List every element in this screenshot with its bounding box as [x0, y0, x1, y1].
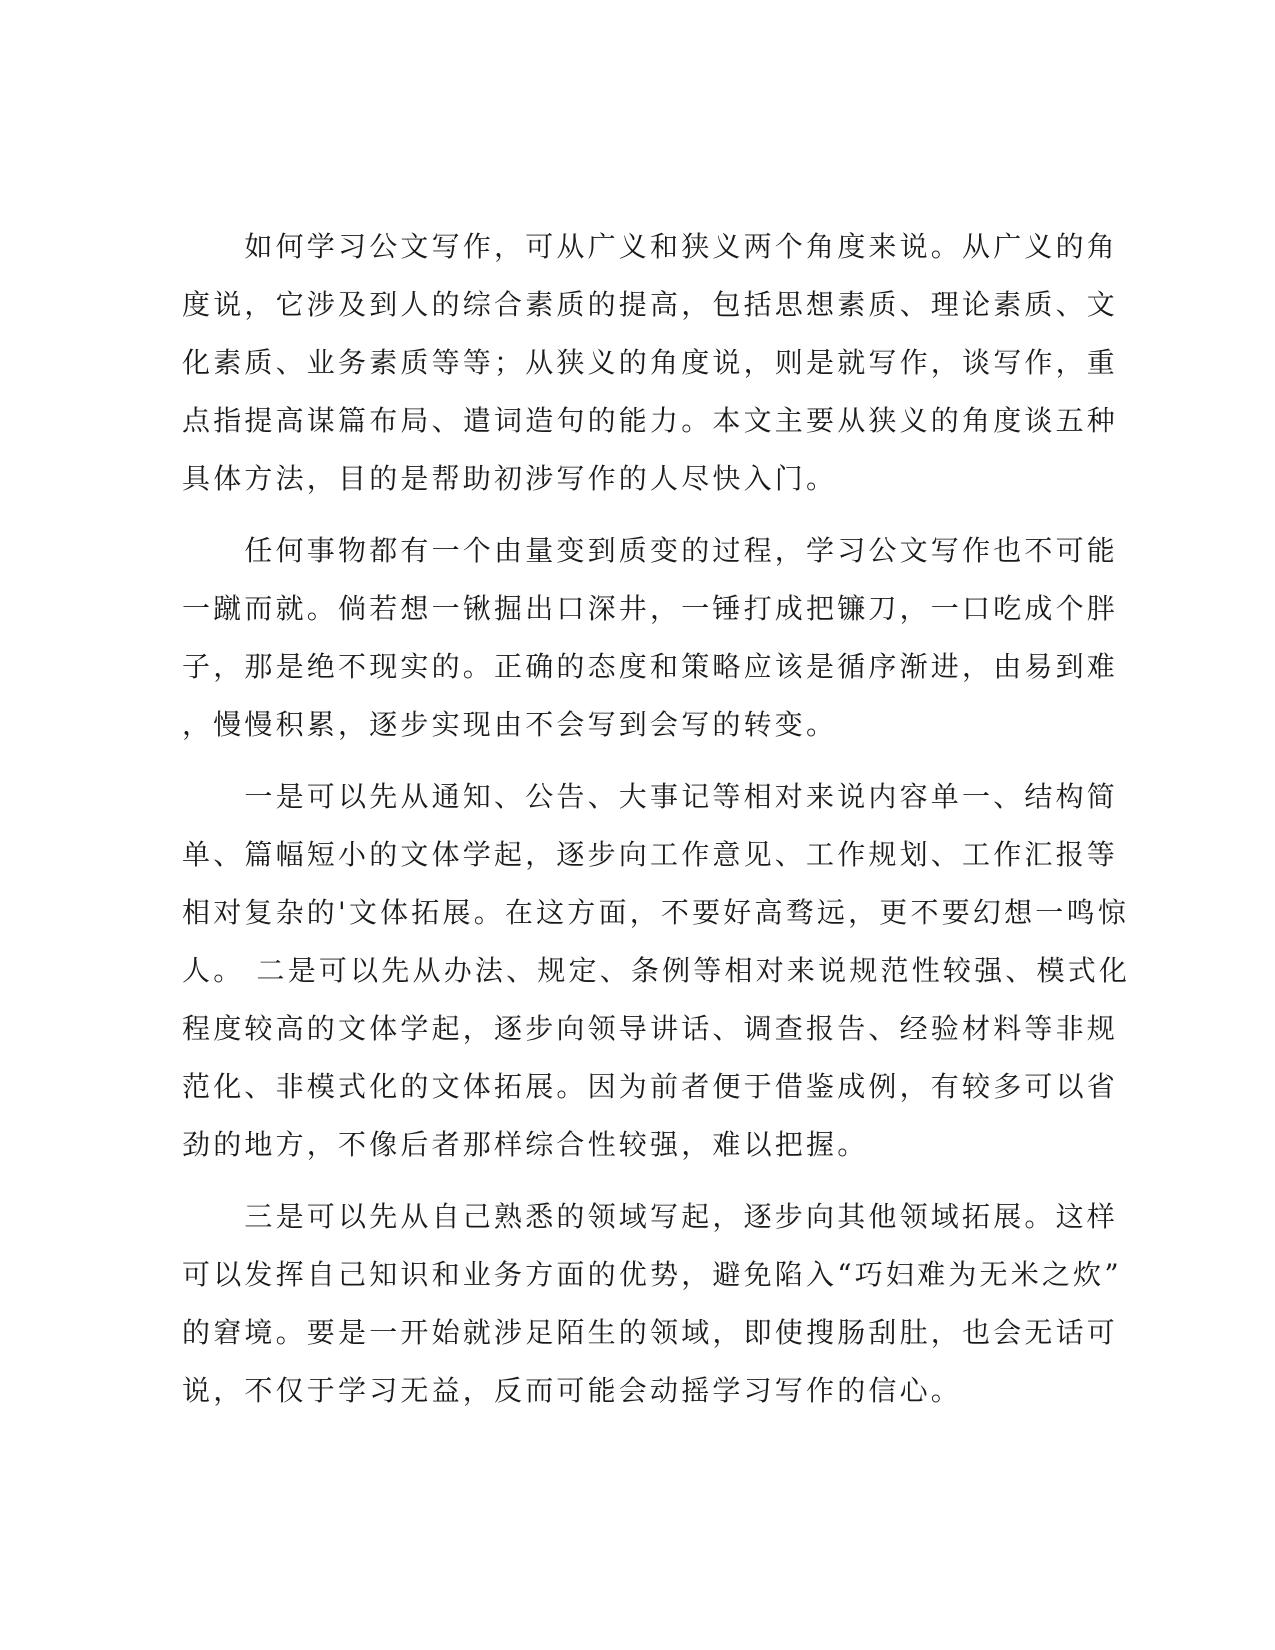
text-line: ，慢慢积累，逐步实现由不会写到会写的转变。	[182, 708, 838, 741]
text-line: 点指提高谋篇布局、遣词造句的能力。本文主要从狭义的角度谈五种	[182, 404, 1119, 437]
paragraph-1	[182, 218, 1119, 508]
text-line: 三是可以先从自己熟悉的领域写起，逐步向其他领域拓展。这样	[182, 1200, 1119, 1233]
text-line: 人。 二是可以先从办法、规定、条例等相对来说规范性较强、模式化	[182, 954, 1131, 987]
paragraph-3	[182, 768, 1131, 1174]
text-line: 可以发挥自己知识和业务方面的优势，避免陷入“巧妇难为无米之炊”	[182, 1258, 1122, 1291]
text-line: 度说，它涉及到人的综合素质的提高，包括思想素质、理论素质、文	[182, 288, 1119, 321]
text-line: 的窘境。要是一开始就涉足陌生的领域，即使搜肠刮肚，也会无话可	[182, 1316, 1119, 1349]
paragraph-4	[182, 1188, 1122, 1420]
text-line: 具体方法，目的是帮助初涉写作的人尽快入门。	[182, 462, 838, 495]
text-line: 单、篇幅短小的文体学起，逐步向工作意见、工作规划、工作汇报等	[182, 838, 1119, 871]
text-line: 劲的地方，不像后者那样综合性较强，难以把握。	[182, 1128, 869, 1161]
text-line: 子，那是绝不现实的。正确的态度和策略应该是循序渐进，由易到难	[182, 650, 1119, 683]
text-line: 程度较高的文体学起，逐步向领导讲话、调查报告、经验材料等非规	[182, 1012, 1119, 1045]
document-body	[182, 218, 1131, 1420]
text-line: 说，不仅于学习无益，反而可能会动摇学习写作的信心。	[182, 1374, 963, 1407]
paragraph-2	[182, 522, 1119, 754]
text-line: 一蹴而就。倘若想一锹掘出口深井，一锤打成把镰刀，一口吃成个胖	[182, 592, 1119, 625]
text-line: 一是可以先从通知、公告、大事记等相对来说内容单一、结构简	[182, 780, 1119, 813]
text-line: 范化、非模式化的文体拓展。因为前者便于借鉴成例，有较多可以省	[182, 1070, 1119, 1103]
text-line: 化素质、业务素质等等；从狭义的角度说，则是就写作，谈写作，重	[182, 346, 1119, 379]
text-line: 相对复杂的'文体拓展。在这方面，不要好高骛远，更不要幻想一鸣惊	[182, 896, 1129, 929]
text-line: 任何事物都有一个由量变到质变的过程，学习公文写作也不可能	[182, 534, 1119, 567]
text-line: 如何学习公文写作，可从广义和狭义两个角度来说。从广义的角	[182, 230, 1119, 263]
